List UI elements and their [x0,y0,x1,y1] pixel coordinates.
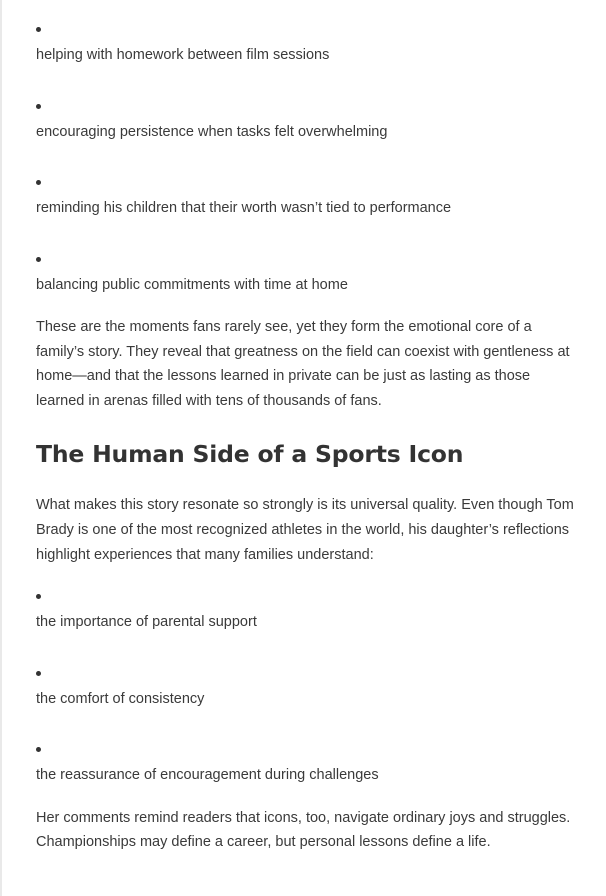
bullet-icon [36,257,41,262]
list-item-text: the comfort of consistency [36,690,205,707]
list-item-text: reminding his children that their worth wasn’t tied to performance [36,200,452,216]
list-item [36,720,576,797]
list-item-text: helping with homework between film sessions [36,47,330,63]
body-paragraph: What makes this story resonate so strongly is its universal quality. Even though Tom Brady is one of the most recognized athletes in the world, his daughter’s reflections highlight experiences that many families understand: [36,497,574,563]
bullet-icon [36,27,41,32]
bullet-icon [36,104,41,109]
bullet-icon [36,594,41,599]
bullet-list-parenting-moments [36,0,576,306]
section-heading: The Human Side of a Sports Icon [36,440,464,469]
bullet-list-shared-experiences [36,567,576,797]
list-item [36,230,576,307]
bullet-icon [36,671,41,676]
bullet-icon [36,180,41,185]
list-item [36,567,576,644]
list-item [36,77,576,154]
list-item-text: the reassurance of encouragement during challenges [36,767,379,784]
list-item [36,153,576,230]
article-body [36,0,576,855]
left-border [0,0,2,896]
list-item-text: balancing public commitments with time at home [36,276,348,293]
body-paragraph: Her comments remind readers that icons, too, navigate ordinary joys and struggles. Championships may define a career, but personal lessons define a life. [36,809,571,851]
body-paragraph: These are the moments fans rarely see, yet they form the emotional core of a family’s story. They reveal that greatness on the field can coexist with gentleness at home—and that the lessons learned in private can be just as lasting as those learned in arenas filled with tens of thousands of fans. [36,319,570,409]
bullet-icon [36,747,41,752]
list-item [36,644,576,721]
list-item-text: the importance of parental support [36,614,257,631]
list-item [36,0,576,77]
list-item-text: encouraging persistence when tasks felt overwhelming [36,123,388,140]
